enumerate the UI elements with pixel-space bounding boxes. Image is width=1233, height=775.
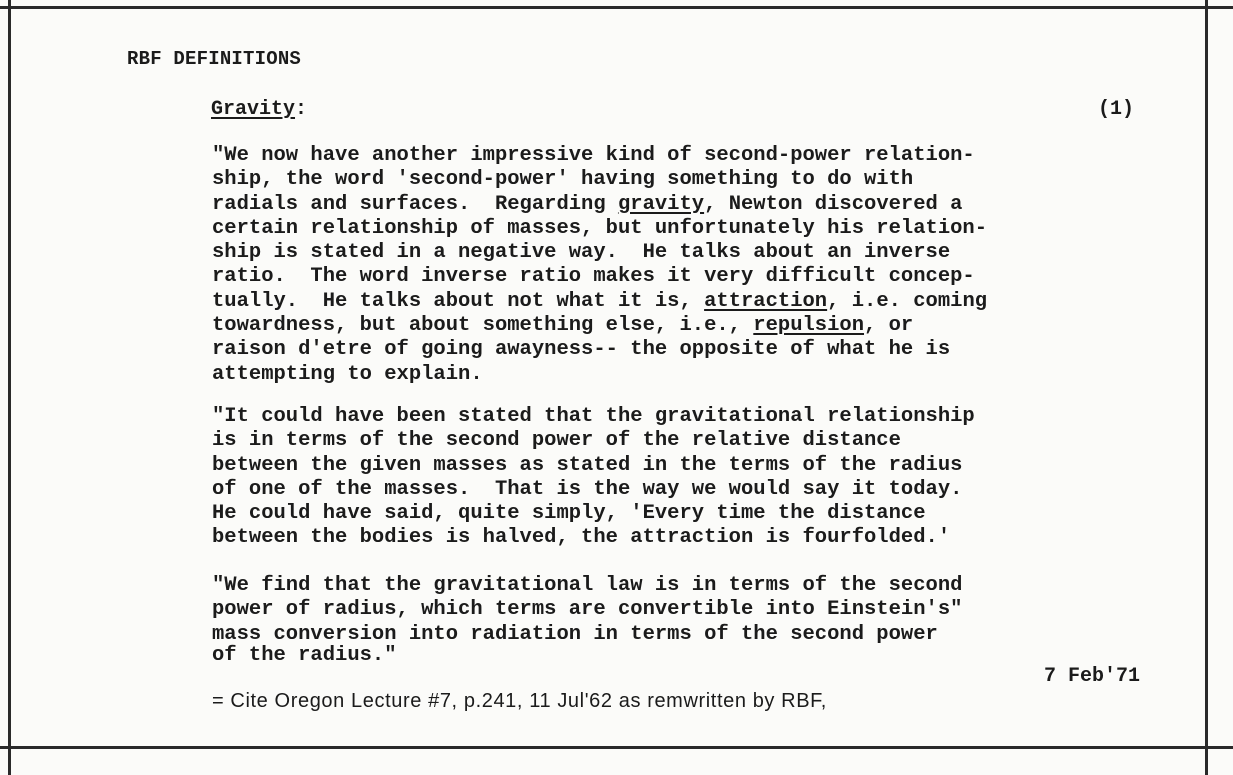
text-line: "We now have another impressive kind of second-power relation- [212,144,975,167]
underlined-word-gravity: gravity [617,192,705,216]
source-citation: = Cite Oregon Lecture #7, p.241, 11 Jul'62 as remwritten by RBF, [212,690,827,712]
quote-paragraph-2 [212,405,1112,551]
text-line: raison d'etre of going awayness-- the opposite of what he is [212,338,951,362]
text-line: of one of the masses. That is the way we would say it today. [212,477,963,501]
right-border-line [1205,0,1208,775]
text-line: ship is stated in a negative way. He talks about an inverse [212,241,951,265]
text-line: mass conversion into radiation in terms of the second power [212,622,938,646]
text-line: tually. He talks about not what it is, [212,289,705,313]
bottom-border-line [0,746,1233,749]
quote-paragraph-3 [212,574,1112,668]
text-line: ratio. The word inverse ratio makes it very difficult concep- [212,265,975,289]
card-heading: RBF DEFINITIONS [127,48,302,70]
date-stamp: 7 Feb'71 [1044,665,1141,688]
left-border-line [8,0,11,775]
text-line: , or [864,314,914,338]
underlined-word-attraction: attraction [704,289,828,313]
text-line: towardness, but about something else, i.e., [212,314,754,338]
card-number: (1) [1098,98,1135,121]
text-line: He could have said, quite simply, 'Every time the distance [212,502,926,526]
definition-term [211,98,307,121]
text-line: "We find that the gravitational law is in terms of the second [212,574,963,597]
definition-term-word: Gravity [211,98,296,121]
text-line: , i.e. coming [827,289,988,313]
text-line: of the radius." [212,643,397,667]
text-line: "It could have been stated that the gravitational relationship [212,405,975,428]
text-line: certain relationship of masses, but unfortunately his relation- [212,216,988,240]
underlined-word-repulsion: repulsion [753,314,865,338]
text-line: ship, the word 'second-power' having something to do with [212,168,914,192]
text-line: , Newton discovered a [704,192,963,216]
text-line: is in terms of the second power of the relative distance [212,429,901,453]
definition-term-colon: : [295,98,308,121]
text-line: between the bodies is halved, the attraction is fourfolded.' [212,526,951,550]
text-line: radials and surfaces. Regarding [212,192,618,216]
text-line: between the given masses as stated in the terms of the radius [212,453,963,477]
text-line: power of radius, which terms are convertible into Einstein's" [212,598,963,622]
top-border-line [0,6,1233,9]
quote-paragraph-1 [212,144,1112,387]
text-line: attempting to explain. [212,362,483,386]
